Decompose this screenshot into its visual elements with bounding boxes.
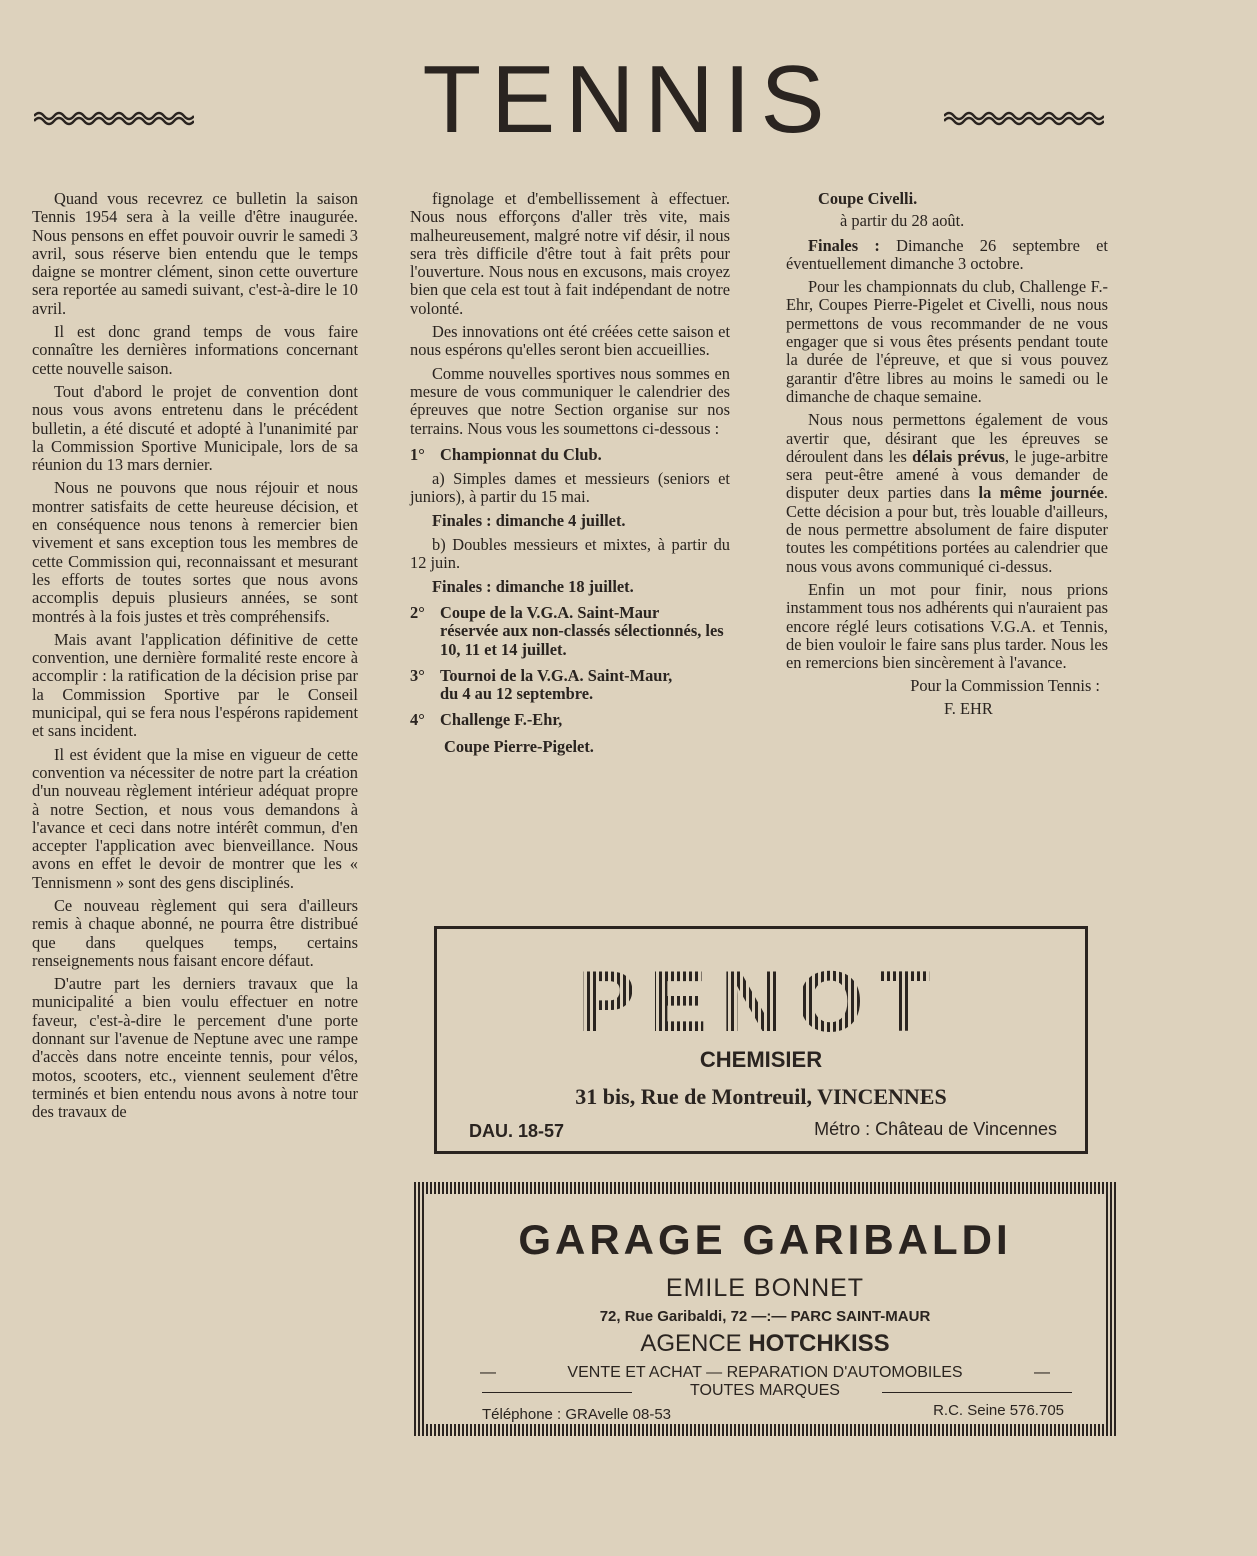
text-run: , le juge-arbitre sera peut-être amené à vous demander de disputer deux parties dans	[786, 446, 1108, 503]
penot-metro: Métro : Château de Vincennes	[814, 1119, 1057, 1139]
text-run: Nous nous permettons également de vous avertir que, désirant que les épreuves se déroulent dans les	[786, 410, 1108, 466]
services-text: VENTE ET ACHAT — REPARATION D'AUTOMOBILES	[567, 1364, 963, 1381]
item-detail: à partir du 28 août.	[840, 211, 965, 231]
item-title: Tournoi de la V.G.A. Saint-Maur,	[440, 665, 673, 685]
calendar-item-3	[410, 667, 730, 704]
garage-services	[480, 1364, 1050, 1382]
article-column-1	[32, 190, 358, 1127]
signer-name: F. EHR	[944, 698, 993, 718]
dash: —	[480, 1364, 496, 1381]
article-column-2	[410, 190, 730, 760]
item-detail: du 4 au 12 septembre.	[440, 684, 594, 704]
calendar-item-2	[410, 604, 730, 659]
paragraph: Enfin un mot pour finir, nous prions instamment tous nos adhérents qui n'auraient pas encore réglé leurs cotisations V.G.A. et Tennis, de bien vouloir le faire sans plus tarder. Nous les en remercions bien sincèrement à l'avance.	[786, 579, 1108, 673]
paragraph: Mais avant l'application définitive de cette convention, une dernière formalité reste encore à accomplir : la ratification de la décision prise par la Commission Sportive par le Conseil municipal, qui se fera nous l'espérons rapidement et sans incident.	[32, 629, 358, 741]
finale-date: dimanche 18 juillet.	[495, 576, 634, 596]
article-column-3	[786, 190, 1108, 718]
garage-name: GARAGE GARIBALDI	[518, 1216, 1012, 1263]
paragraph: fignolage et d'embellissement à effectuer. Nous nous efforçons d'aller très vite, mais malheureusement, malgré notre vif désir, il nous sera très difficile d'être tout à fait prêts pour l'ouverture. Nous nous en excusons, mais croyez bien que cela est tout à fait indépendant de notre volonté.	[410, 189, 730, 318]
finale-text: Dimanche 26 septembre et éventuellement dimanche 3 octobre.	[786, 235, 1108, 273]
item-number: 4°	[410, 710, 425, 730]
garage-owner: EMILE BONNET	[665, 1274, 865, 1302]
finale-line	[410, 578, 730, 596]
paragraph: Pour les championnats du club, Challenge F.-Ehr, Coupes Pierre-Pigelet et Civelli, nous nous permettons de vous recommander de ne vous engager que si vous êtes présents pendant toute la durée de l'épreuve, et que si vous pouvez garantir d'être libres au moins le samedi ou le dimanche de chaque semaine.	[786, 277, 1108, 406]
paragraph: Ce nouveau règlement qui sera d'ailleurs remis à chaque abonné, ne pourra être distribué que dans quelques temps, certains renseignements nous faisant encore défaut.	[32, 895, 358, 970]
item-subtitle: Coupe Civelli.	[818, 189, 918, 208]
paragraph: b) Doubles messieurs et mixtes, à partir du 12 juin.	[410, 535, 730, 573]
garage-address: 72, Rue Garibaldi, 72 —:— PARC SAINT-MAUR	[599, 1308, 931, 1325]
paragraph: Quand vous recevrez ce bulletin la saison Tennis 1954 sera à la veille d'être inaugurée. Nous pensons en effet pouvoir ouvrir le samedi 3 avril, sous réserve bien entendu que le temps daigne se montrer clément, sinon cette ouverture sera reportée au samedi suivant, c'est-à-dire le 10 avril.	[32, 189, 358, 318]
finale-date: dimanche 4 juillet.	[495, 510, 626, 530]
finale-label: Finales :	[432, 510, 492, 530]
item-number: 1°	[410, 444, 425, 464]
paragraph: Il est évident que la mise en vigueur de cette convention va nécessiter de notre part la création d'un nouveau règlement intérieur adéquat propre à notre Section, et nous vous demandons à l'avance et ceci dans notre intérêt commun, d'en accepter l'application avec bienveillance. Nous avons en effet le devoir de montrer que les « Tennismenn » sont des gens disciplinés.	[32, 744, 358, 892]
penot-advertisement	[434, 926, 1088, 1154]
paragraph: Comme nouvelles sportives nous sommes en mesure de vous communiquer le calendrier des épreuves que notre Section organise sur nos terrains. Nous vous les soumettons ci-dessous :	[410, 363, 730, 438]
paragraph: a) Simples dames et messieurs (seniors et juniors), à partir du 15 mai.	[410, 469, 730, 507]
item-detail: réservée aux non-classés sélectionnés, les 10, 11 et 14 juillet.	[440, 621, 724, 659]
item-title: Coupe de la V.G.A. Saint-Maur	[440, 602, 660, 622]
item-number: 3°	[410, 665, 425, 685]
finale-paragraph	[786, 237, 1108, 274]
penot-trade: CHEMISIER	[699, 1047, 823, 1072]
divider	[482, 1392, 632, 1393]
agency-brand: HOTCHKISS	[748, 1330, 890, 1357]
emphasis: délais prévus	[912, 446, 1005, 466]
page-title: TENNIS	[422, 46, 835, 153]
item-subtitle: Coupe Pierre-Pigelet.	[444, 736, 594, 756]
paragraph: Des innovations ont été créées cette saison et nous espérons qu'elles seront bien accueillies.	[410, 322, 730, 360]
text-run: . Cette décision a pour but, très louable d'ailleurs, de nous permettre absolument de faire disputer toutes les compétitions portées au calendrier que nous vous avons communiqué ci-dessus.	[786, 483, 1108, 576]
calendar-item-1	[410, 446, 730, 464]
item-title: Championnat du Club.	[440, 444, 602, 464]
paragraph: D'autre part les derniers travaux que la municipalité a bien voulu effectuer en notre faveur, c'est-à-dire le percement d'une porte donnant sur l'avenue de Neptune avec une rampe d'accès dans notre enceinte tennis, pour vélos, motos, scooters, etc., viennent seulement d'être terminés et bien entendu nous avons à notre tour des travaux de	[32, 974, 358, 1122]
garage-agency	[426, 1330, 1104, 1358]
paragraph: Il est donc grand temps de vous faire connaître les dernières informations concernant cette nouvelle saison.	[32, 322, 358, 378]
dash: —	[1033, 1364, 1050, 1381]
paragraph: Nous ne pouvons que nous réjouir et nous montrer satisfaits de cette heureuse décision, et en conséquence nous tenons à remercier bien vivement et sans exception tous les membres de cette Commission qui, reconnaissant et mesurant les efforts de toutes sortes que nous avons accomplis depuis plusieurs années, se sont montrés à la fois justes et très compréhensifs.	[32, 478, 358, 626]
divider	[882, 1392, 1072, 1393]
finale-line	[410, 512, 730, 530]
item-number: 2°	[410, 602, 425, 622]
finale-label: Finales :	[432, 576, 492, 596]
penot-address: 31 bis, Rue de Montreuil, VINCENNES	[575, 1084, 947, 1109]
agency-label: AGENCE	[640, 1330, 742, 1357]
penot-phone: DAU. 18-57	[469, 1121, 565, 1141]
garage-marques: TOUTES MARQUES	[690, 1382, 840, 1399]
paragraph: Tout d'abord le projet de convention dont nous vous avons entretenu dans le précédent bulletin, a été discuté et adopté à l'unanimité par la Commission Sportive Municipale, lors de sa réunion du 13 mars dernier.	[32, 381, 358, 475]
item-title: Challenge F.-Ehr,	[440, 710, 563, 730]
garage-registration: R.C. Seine 576.705	[933, 1402, 1064, 1419]
right-wave-ornament	[944, 108, 1104, 126]
penot-logo: PENOT	[437, 959, 1085, 1045]
emphasis: la même journée	[978, 483, 1104, 503]
signature-line: Pour la Commission Tennis :	[910, 676, 1100, 696]
garage-advertisement	[414, 1182, 1116, 1436]
left-wave-ornament	[34, 108, 194, 126]
calendar-item-4	[410, 711, 730, 729]
garage-phone: Téléphone : GRAvelle 08-53	[482, 1406, 672, 1423]
finale-label: Finales :	[808, 235, 880, 255]
paragraph	[786, 411, 1108, 576]
